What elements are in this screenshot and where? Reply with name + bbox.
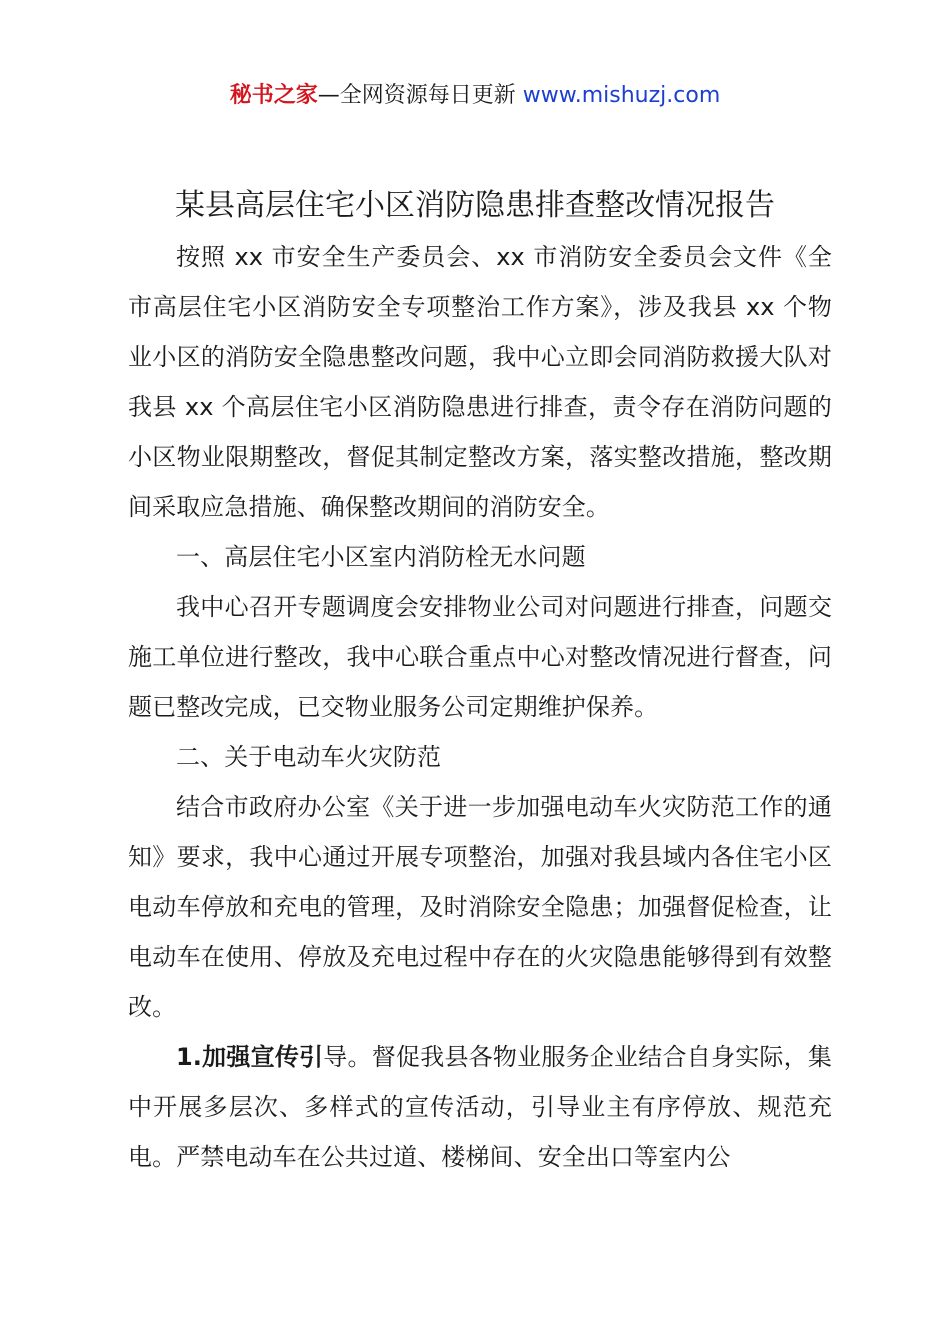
document-body [128,232,832,1182]
paragraph-3-text: 导。督促我县各物业服务企业结合自身实际，集中开展多层次、多样式的宣传活动，引导业主有序停放、规范充电。严禁电动车在公共过道、楼梯间、安全出口等室内公 [128,1043,832,1171]
paragraph-3 [128,1032,832,1182]
paragraph-2: 结合市政府办公室《关于进一步加强电动车火灾防范工作的通知》要求，我中心通过开展专项整治，加强对我县域内各住宅小区电动车停放和充电的管理，及时消除安全隐患；加强督促检查，让电动车在使用、停放及充电过程中存在的火灾隐患能够得到有效整改。 [128,793,832,1021]
brand-name: 秘书之家 [229,83,318,108]
section-heading-2: 二、关于电动车火灾防范 [176,743,442,771]
intro-paragraph: 按照 xx 市安全生产委员会、xx 市消防安全委员会文件《全市高层住宅小区消防安全专项整治工作方案》，涉及我县 xx 个物业小区的消防安全隐患整改问题，我中心立即会同消防救援大队对我县 xx 个高层住宅小区消防隐患进行排查，责令存在消防问题的小区物业限期整改，督促其制定整改方案，落实整改措施，整改期间采取应急措施、确保整改期间的消防安全。 [128,243,832,521]
header-tagline: —全网资源每日更新 [317,83,523,108]
section-heading-1: 一、高层住宅小区室内消防栓无水问题 [176,543,586,571]
website-link[interactable]: www.mishuzj.com [522,83,721,108]
page-header [0,80,950,112]
paragraph-1: 我中心召开专题调度会安排物业公司对问题进行排查，问题交施工单位进行整改，我中心联合重点中心对整改情况进行督查，问题已整改完成，已交物业服务公司定期维护保养。 [128,593,832,721]
paragraph-3-lead: 1.加强宣传引 [176,1043,324,1071]
document-title: 某县高层住宅小区消防隐患排查整改情况报告 [175,188,775,223]
